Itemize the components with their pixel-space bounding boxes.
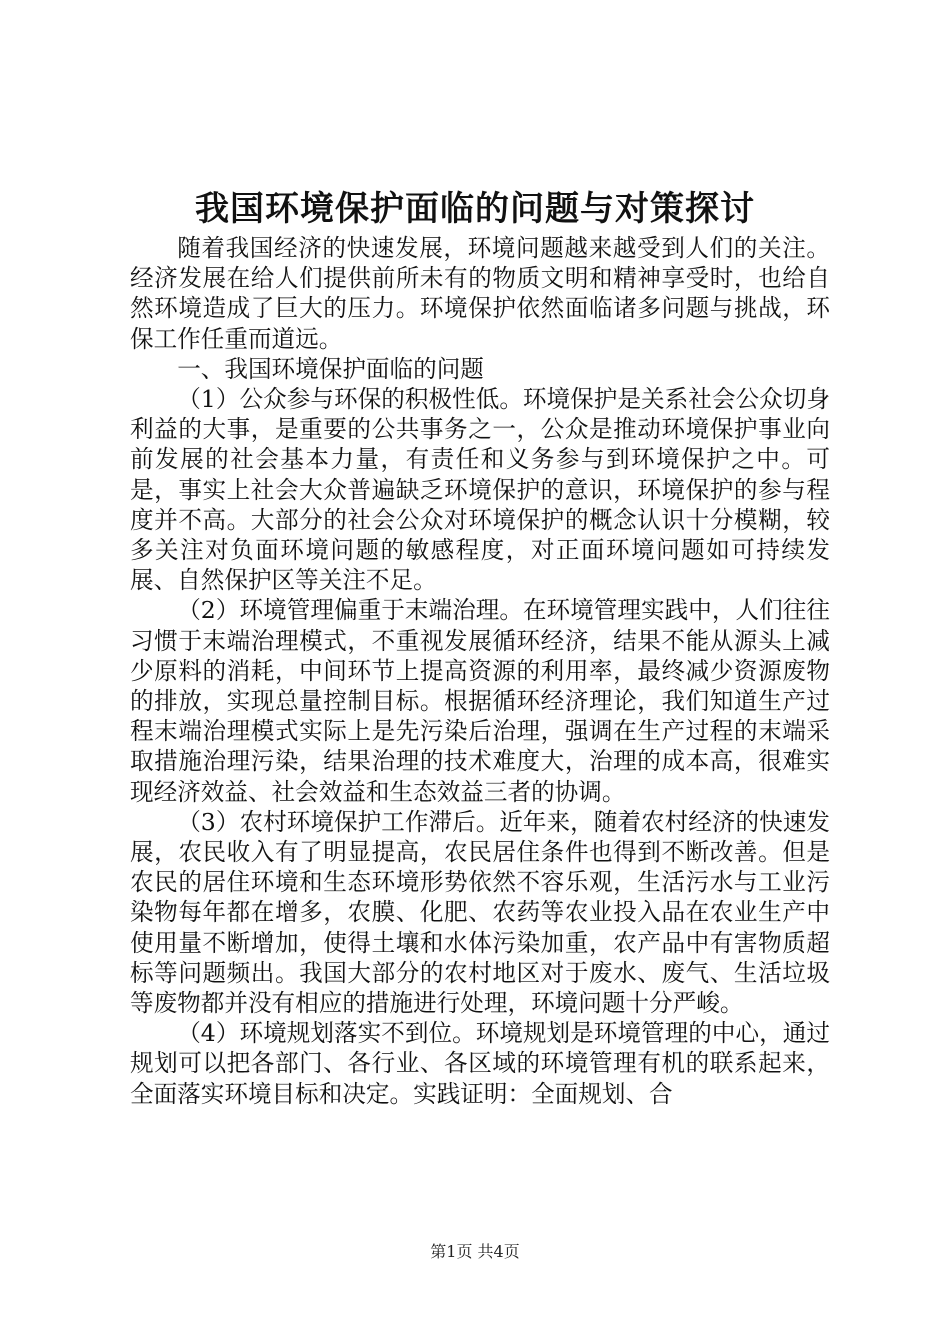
- paragraph-item-4: （4）环境规划落实不到位。环境规划是环境管理的中心，通过规划可以把各部门、各行业、各区域的环境管理有机的联系起来，全面落实环境目标和决定。实践证明：全面规划、合: [130, 1019, 830, 1108]
- page-number-footer: 第1页 共4页: [430, 1242, 520, 1261]
- paragraph-item-2: （2）环境管理偏重于末端治理。在环境管理实践中，人们往往习惯于末端治理模式，不重视发展循环经济，结果不能从源头上减少原料的消耗，中间环节上提高资源的利用率，最终减少资源废物的排放，实现总量控制目标。根据循环经济理论，我们知道生产过程末端治理模式实际上是先污染后治理，强调在生产过程的末端采取措施治理污染，结果治理的技术难度大，治理的成本高，很难实现经济效益、社会效益和生态效益三者的协调。: [130, 596, 830, 806]
- document-title: 我国环境保护面临的问题与对策探讨: [195, 189, 755, 229]
- paragraph-item-1: （1）公众参与环保的积极性低。环境保护是关系社会公众切身利益的大事，是重要的公共事务之一，公众是推动环境保护事业向前发展的社会基本力量，有责任和义务参与到环境保护之中。可是，事实上社会大众普遍缺乏环境保护的意识，环境保护的参与程度并不高。大部分的社会公众对环境保护的概念认识十分模糊，较多关注对负面环境问题的敏感程度，对正面环境问题如可持续发展、自然保护区等关注不足。: [130, 385, 830, 595]
- section-heading: 一、我国环境保护面临的问题: [177, 354, 484, 383]
- paragraph-intro: 随着我国经济的快速发展，环境问题越来越受到人们的关注。经济发展在给人们提供前所未有的物质文明和精神享受时，也给自然环境造成了巨大的压力。环境保护依然面临诸多问题与挑战，环保工作任重而道远。: [130, 234, 830, 353]
- document-body: [130, 233, 830, 1109]
- paragraph-item-3: （3）农村环境保护工作滞后。近年来，随着农村经济的快速发展，农民收入有了明显提高，农民居住条件也得到不断改善。但是农民的居住环境和生态环境形势依然不容乐观，生活污水与工业污染物每年都在增多，农膜、化肥、农药等农业投入品在农业生产中使用量不断增加，使得土壤和水体污染加重，农产品中有害物质超标等问题频出。我国大部分的农村地区对于废水、废气、生活垃圾等废物都并没有相应的措施进行处理，环境问题十分严峻。: [130, 807, 830, 1018]
